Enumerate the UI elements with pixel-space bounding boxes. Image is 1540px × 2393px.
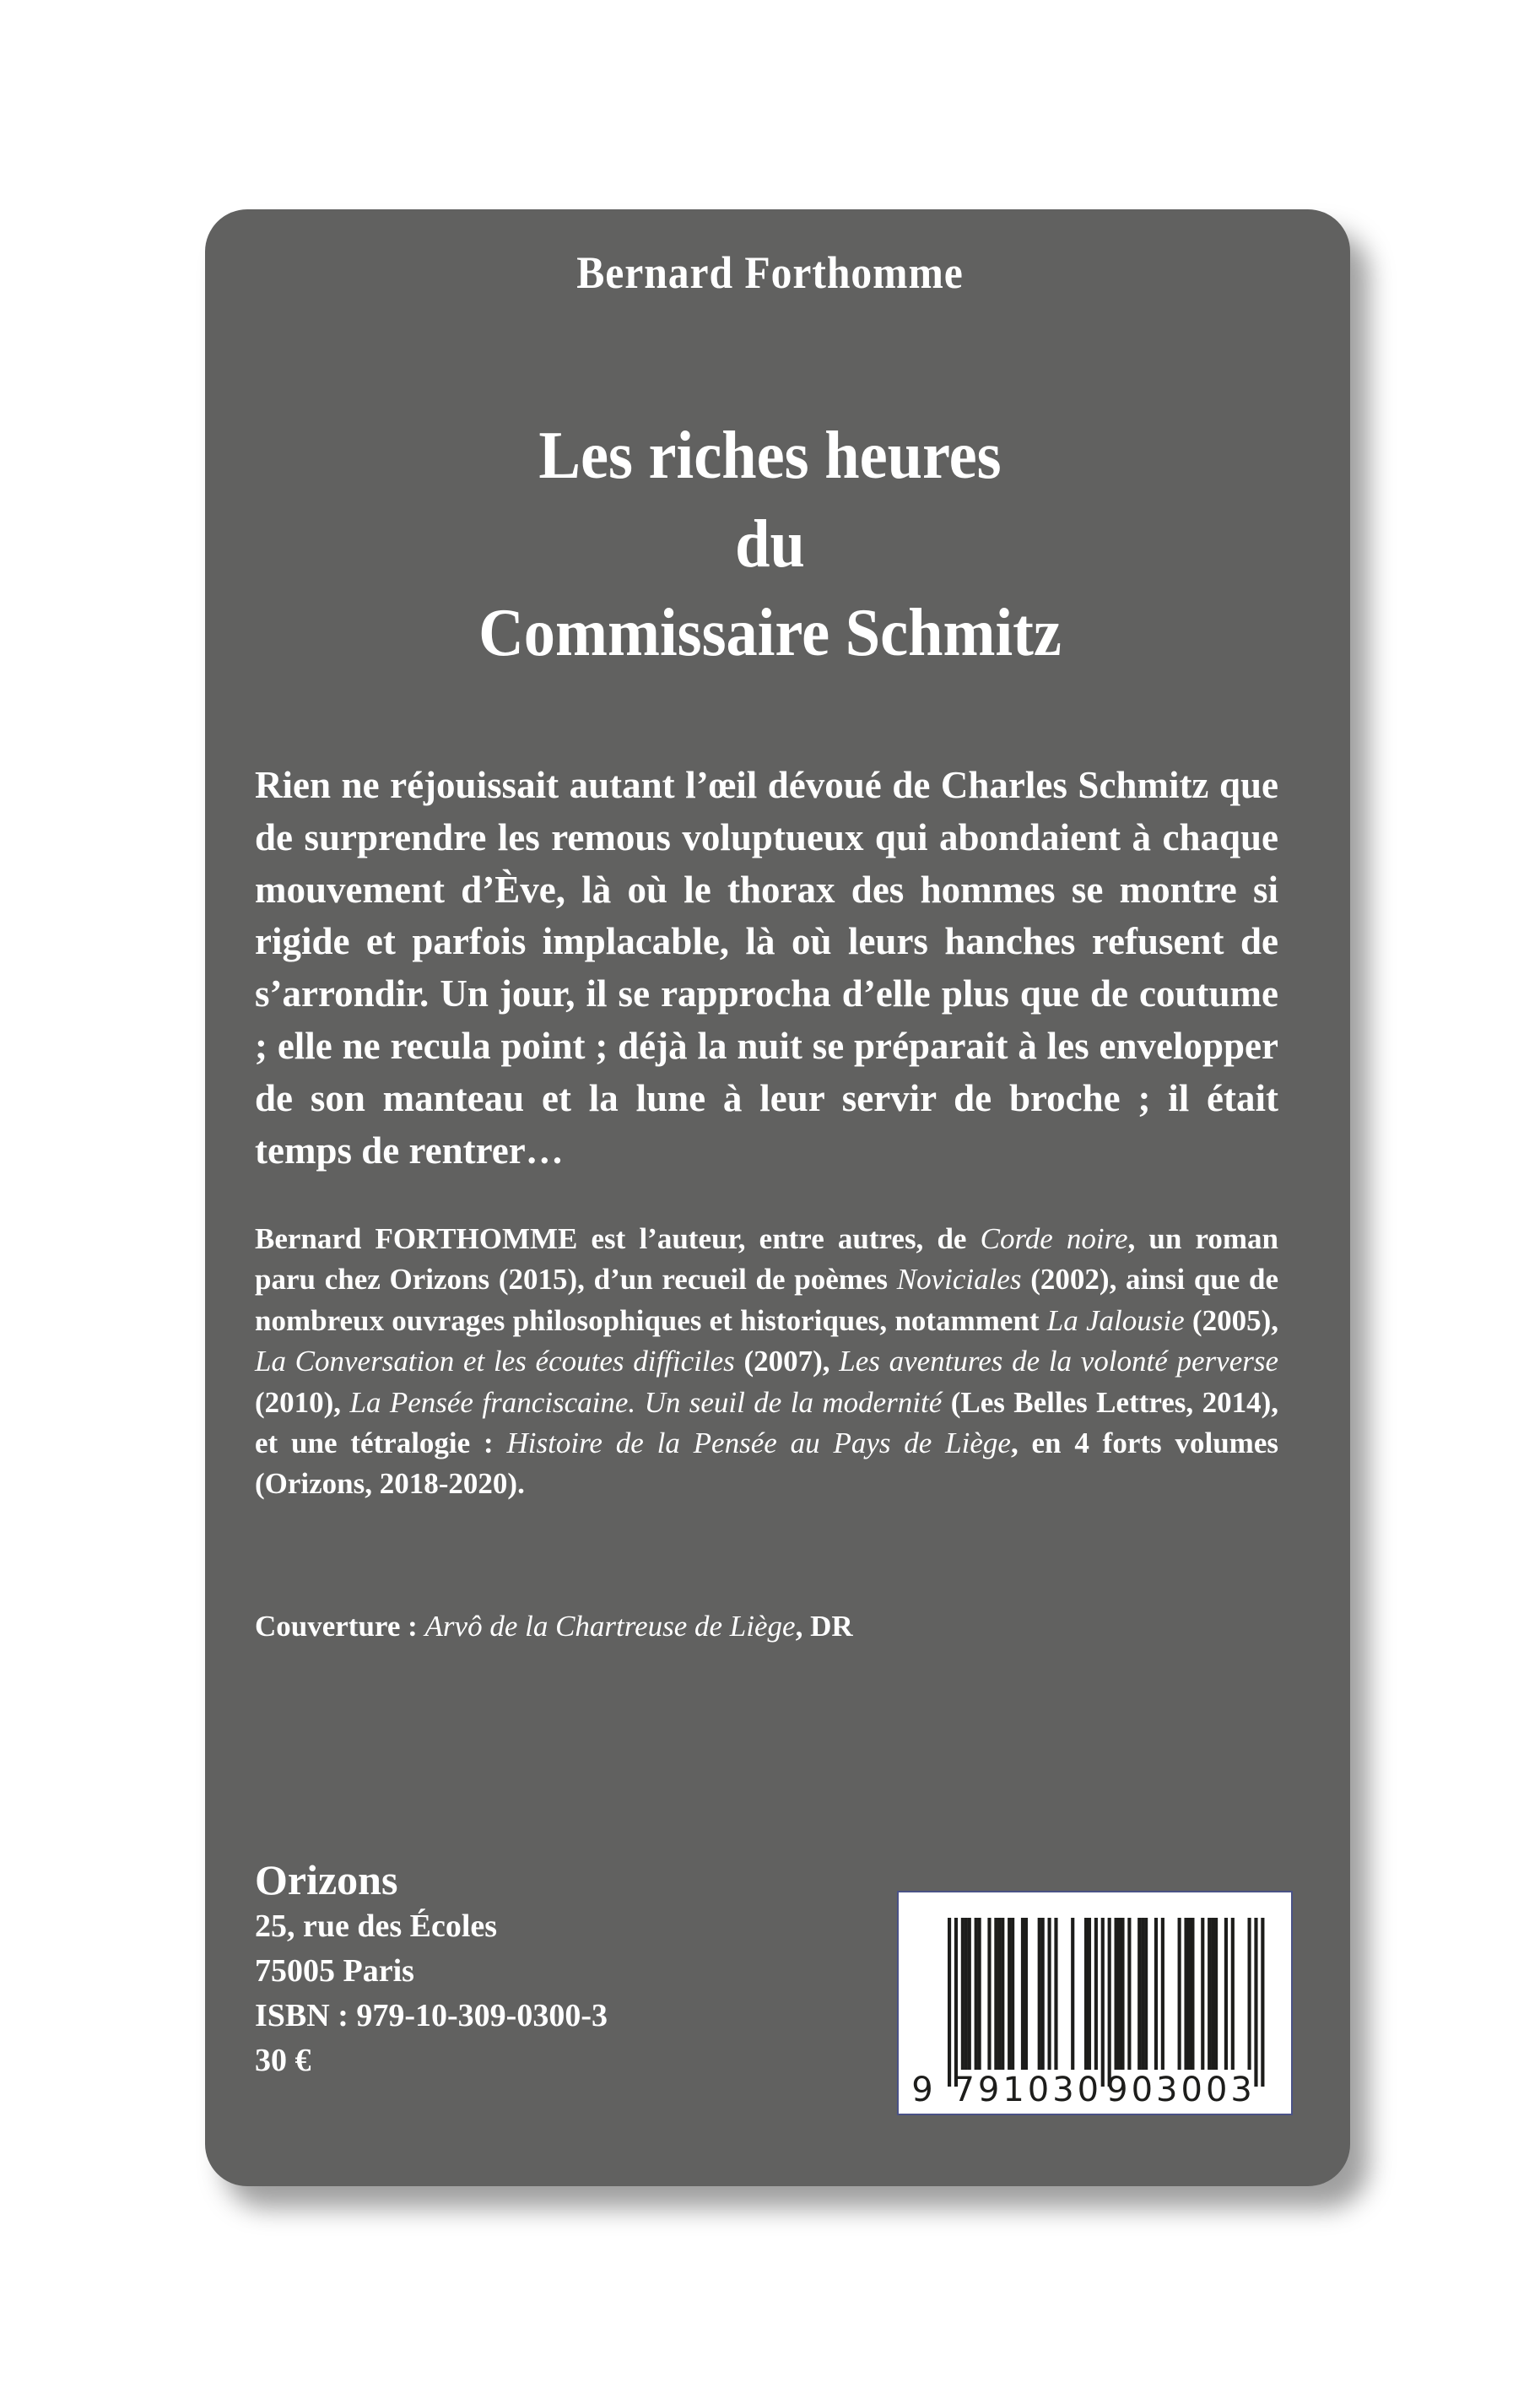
barcode-icon — [899, 1892, 1291, 2114]
bio-work-title: Les aventures de la volonté perverse — [839, 1345, 1279, 1378]
bio-text: Bernard FORTHOMME est l’auteur, entre autres, de — [255, 1222, 981, 1255]
publisher-name: Orizons — [255, 1856, 398, 1903]
publisher-address-city: 75005 Paris — [255, 1953, 414, 1989]
bio-work-title: Histoire de la Pensée au Pays de Liège — [506, 1427, 1011, 1460]
synopsis-line: à chaque mouvement d’Ève, là où le thorax des hommes se — [255, 815, 1279, 911]
bio-text: (2007), — [734, 1345, 840, 1378]
synopsis-line: servir de broche ; il était temps de rentrer… — [255, 1076, 1279, 1172]
cover-credit — [255, 1606, 853, 1647]
title-line-2: du — [735, 507, 805, 582]
publisher-address-street: 25, rue des Écoles — [255, 1908, 498, 1944]
synopsis-line: que de surprendre les remous voluptueux qui abondaient — [255, 764, 1278, 858]
author-name: Bernard Forthomme — [576, 247, 964, 298]
book-title — [0, 412, 1540, 678]
bio-text: (Les Belles Lettres, 2014), et une tétralogie : — [255, 1385, 1279, 1460]
bio-text: , en 4 forts volumes (Orizons, 2018-2020). — [255, 1427, 1278, 1501]
isbn-barcode — [897, 1891, 1293, 2115]
title-line-3: Commissaire Schmitz — [478, 596, 1062, 670]
title-line-1: Les riches heures — [538, 419, 1002, 493]
svg-text:903003: 903003 — [1106, 2071, 1256, 2109]
bio-text: (2002), ainsi que de nombreux ouvrages philosophiques et historiques, notamment — [255, 1263, 1279, 1337]
bio-text: (2010), — [255, 1385, 350, 1419]
svg-text:791030: 791030 — [953, 2071, 1103, 2109]
publisher-block — [255, 1855, 608, 2083]
bio-work-title: Corde noire — [980, 1222, 1128, 1255]
synopsis-line: montre si rigide et parfois implacable, là où leurs hanches — [255, 868, 1278, 963]
price: 30 € — [255, 2043, 311, 2078]
cover-credit-suffix: , DR — [795, 1610, 853, 1643]
isbn: ISBN : 979-10-309-0300-3 — [255, 1998, 608, 2033]
bio-work-title: La Conversation et les écoutes difficiles — [255, 1345, 735, 1378]
bio-work-title: Noviciales — [896, 1263, 1022, 1297]
synopsis-paragraph — [255, 760, 1278, 1177]
bio-work-title: La Pensée franciscaine. Un seuil de la modernité — [349, 1385, 943, 1419]
bio-text: , un roman paru chez Orizons (2015), d’un recueil de poèmes — [255, 1222, 1278, 1297]
author-bio-paragraph — [255, 1219, 1278, 1505]
cover-credit-work: Arvô de la Chartreuse de Liège — [424, 1610, 796, 1643]
svg-text:9: 9 — [911, 2071, 937, 2109]
synopsis-line: plus que de coutume ; elle ne recula point ; déjà la nuit se — [255, 972, 1278, 1067]
cover-credit-label: Couverture : — [255, 1610, 425, 1643]
synopsis-line: préparait à les envelopper de son manteau et la lune à leur — [255, 1024, 1278, 1119]
bio-text: (2005), — [1184, 1303, 1278, 1337]
synopsis-line: refusent de s’arrondir. Un jour, il se rapprocha d’elle — [255, 920, 1278, 1015]
synopsis-line: Rien ne réjouissait autant l’œil dévoué de Charles Schmitz — [255, 764, 1209, 806]
bio-work-title: La Jalousie — [1046, 1303, 1185, 1337]
